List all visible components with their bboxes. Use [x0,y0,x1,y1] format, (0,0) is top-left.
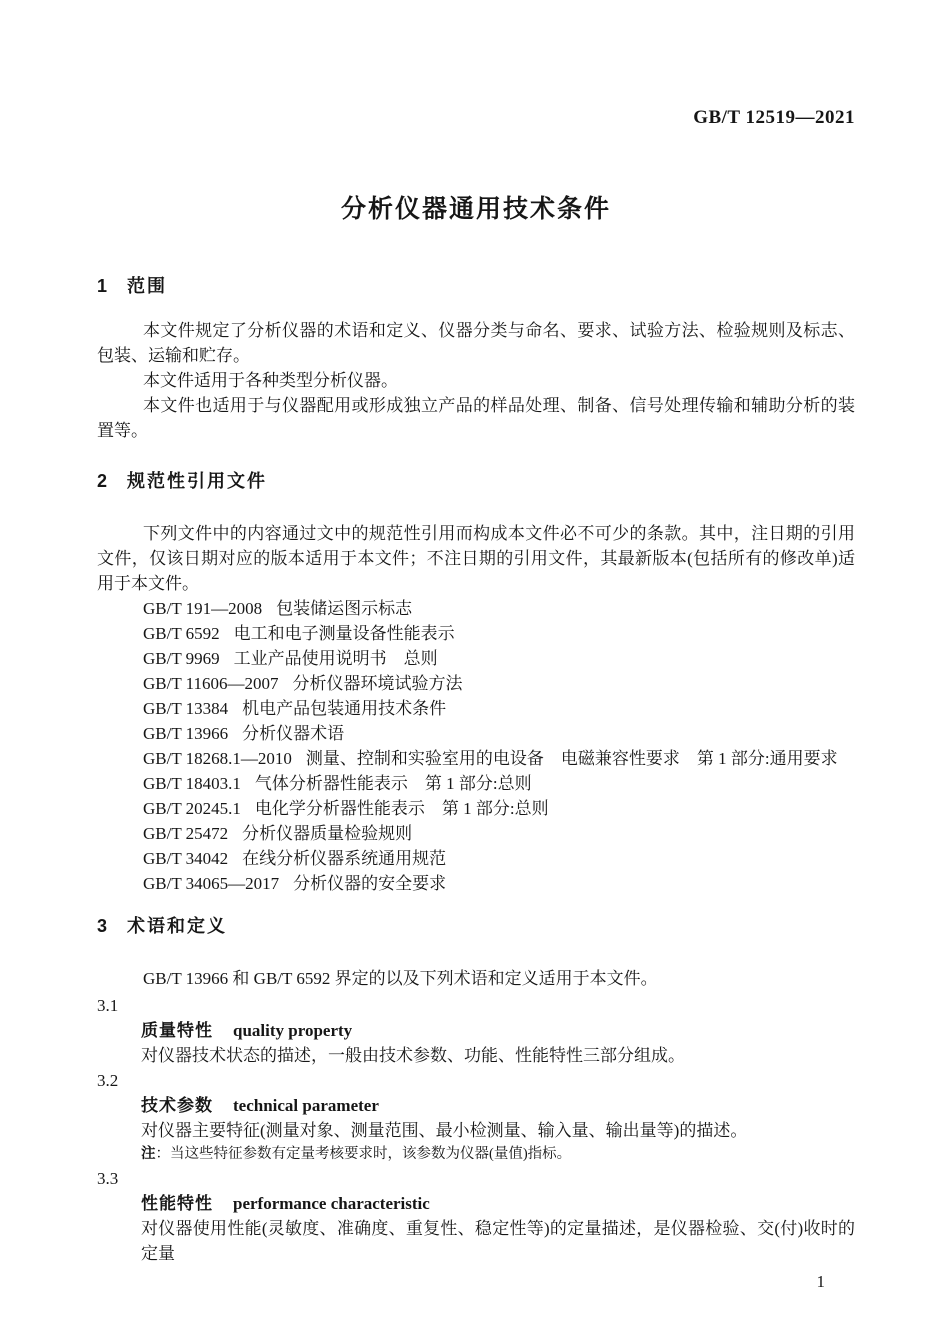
reference-title: 测量、控制和实验室用的电设备 电磁兼容性要求 第 1 部分:通用要求 [305,749,838,768]
term-english: quality property [233,1021,353,1040]
reference-title: 电化学分析器性能表示 第 1 部分:总则 [254,799,549,818]
term-number: 3.1 [97,996,119,1015]
reference-code: GB/T 13384 [143,699,229,718]
reference-title: 工业产品使用说明书 总则 [233,649,438,668]
page-number: 1 [816,1271,825,1291]
term-note [97,1143,855,1166]
reference-title: 气体分析器性能表示 第 1 部分:总则 [254,774,532,793]
reference-title: 机电产品包装通用技术条件 [242,699,447,718]
reference-code: GB/T 11606—2007 [143,674,279,693]
section-1-body [97,318,855,443]
reference-code: GB/T 191—2008 [143,599,263,618]
term-english: performance characteristic [233,1193,430,1213]
term-title [97,1093,855,1118]
reference-item [97,846,855,871]
reference-item [97,721,855,746]
reference-title: 包装储运图示标志 [276,599,413,618]
reference-code: GB/T 34042 [143,849,229,868]
term-number: 3.3 [97,1168,119,1188]
reference-item [97,821,855,846]
term-definition: 对仪器主要特征(测量对象、测量范围、最小检测量、输入量、输出量等)的描述。 [141,1121,748,1140]
term-english: technical parameter [233,1096,379,1115]
term-entry [97,1068,855,1166]
reference-item [97,671,855,696]
section-3-number: 3 [97,916,108,936]
reference-title: 分析仪器质量检验规则 [242,824,413,843]
reference-title: 分析仪器环境试验方法 [292,674,463,693]
reference-item [97,771,855,796]
section-3-heading-text: 术语和定义 [127,916,228,936]
section-3-heading [97,916,855,936]
section-1-number: 1 [97,276,108,296]
reference-code: GB/T 6592 [143,624,220,643]
paragraph: 下列文件中的内容通过文中的规范性引用而构成本文件必不可少的条款。其中，注日期的引用文件，仅该日期对应的版本适用于本文件；不注日期的引用文件，其最新版本(包括所有的修改单)适用于本文件。 [97,524,855,593]
reference-item [97,696,855,721]
reference-list [97,596,855,896]
section-2-heading-text: 规范性引用文件 [127,471,268,491]
reference-title: 电工和电子测量设备性能表示 [233,624,455,643]
reference-title: 分析仪器术语 [242,724,345,743]
note-label: 注 [141,1146,156,1162]
term-chinese: 技术参数 [141,1096,213,1115]
document-code: GB/T 12519—2021 [693,107,855,128]
paragraph: 本文件适用于各种类型分析仪器。 [143,371,398,390]
reference-code: GB/T 20245.1 [143,799,241,818]
reference-item [97,871,855,896]
reference-item [97,746,855,771]
reference-item [97,796,855,821]
reference-code: GB/T 13966 [143,724,229,743]
term-entry [97,1166,855,1266]
section-2-heading [97,471,855,491]
section-3-body [97,966,855,1266]
term-title [97,1018,855,1043]
term-definition: 对仪器使用性能(灵敏度、准确度、重复性、稳定性等)的定量描述，是仪器检验、交(付)收时的定量 [141,1218,855,1263]
section-1-heading-text: 范围 [127,276,168,296]
paragraph: 本文件也适用于与仪器配用或形成独立产品的样品处理、制备、信号处理传输和辅助分析的装置等。 [97,396,855,440]
section-1-heading [97,276,855,296]
section-2-body [97,521,855,896]
term-number: 3.2 [97,1071,119,1090]
term-definition: 对仪器技术状态的描述，一般由技术参数、功能、性能特性三部分组成。 [141,1046,685,1065]
reference-item [97,646,855,671]
reference-title: 分析仪器的安全要求 [293,874,447,893]
term-chinese: 质量特性 [141,1021,213,1040]
section-2-number: 2 [97,471,108,491]
reference-title: 在线分析仪器系统通用规范 [242,849,447,868]
reference-item [97,621,855,646]
paragraph: 本文件规定了分析仪器的术语和定义、仪器分类与命名、要求、试验方法、检验规则及标志、包装、运输和贮存。 [97,321,855,365]
reference-code: GB/T 34065—2017 [143,874,280,893]
terms-list [97,993,855,1266]
paragraph: GB/T 13966 和 GB/T 6592 界定的以及下列术语和定义适用于本文件。 [143,969,658,988]
reference-code: GB/T 9969 [143,649,220,668]
term-entry [97,993,855,1068]
reference-code: GB/T 18403.1 [143,774,241,793]
term-chinese: 性能特性 [141,1193,213,1213]
term-title [97,1191,855,1216]
reference-code: GB/T 18268.1—2010 [143,749,292,768]
document-title: 分析仪器通用技术条件 [340,195,611,223]
note-text: ：当这些特征参数有定量考核要求时，该参数为仪器(量值)指标。 [155,1146,572,1162]
reference-item [97,596,855,621]
reference-code: GB/T 25472 [143,824,229,843]
